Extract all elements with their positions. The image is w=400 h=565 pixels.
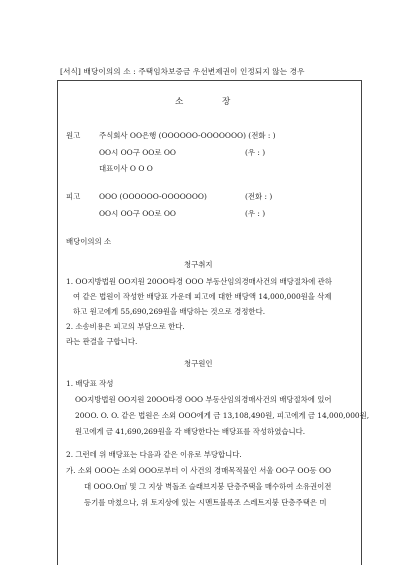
plaintiff-postal: (우 : ) [245,148,266,157]
cause-line: 대 OOO.O㎡ 및 그 지상 벽돌조 슬래브지붕 단층주택을 매수하여 소유권이전 [84,482,332,491]
cause-line: 2. 그런데 위 배당표는 다음과 같은 이유로 부당합니다. [66,450,242,459]
defendant-postal: (우 : ) [245,209,266,218]
doc-title-right: 장 [222,97,231,107]
cause-heading: 청구원인 [184,359,213,368]
form-caption: [서식] 배당이의의 소 : 주택임차보증금 우선변제권이 인정되지 않는 경우 [60,67,305,76]
claim-heading: 청구취지 [184,260,213,269]
plaintiff-address: OO시 OO구 OO로 OO [99,148,176,157]
claim-line: 1. OO지방법원 OO지원 20OO타경 OOO 부동산임의경매사건의 배당절차에 관하 [66,277,332,286]
cause-line: 1. 배당표 작성 [66,379,114,388]
claim-line: 라는 판결을 구합니다. [66,337,138,346]
defendant-label: 피고 [66,192,81,201]
plaintiff-representative: 대표이사 O O O [99,164,153,173]
defendant-name: OOO (OOOOOO-OOOOOOO) [99,192,207,201]
cause-line: 원고에게 금 41,690,269원을 각 배당한다는 배당표를 작성하였습니다. [75,427,306,436]
claim-line: 하고 원고에게 55,690,269원을 배당하는 것으로 경정한다. [73,307,266,316]
claim-line: 여 같은 법원이 작성한 배당표 가운데 피고에 대한 배당액 14,000,000원을 삭제 [73,292,332,301]
defendant-phone: (전화 : ) [245,192,273,201]
cause-line: 20OO. O. O. 같은 법원은 소외 OOO에게 금 13,108,490원, 피고에게 금 14,000,000원, [75,411,370,420]
claim-line: 2. 소송비용은 피고의 부담으로 한다. [66,322,185,331]
plaintiff-line1: 주식회사 OO은행 (OOOOOO-OOOOOOO) (전화 : ) [99,131,276,140]
case-name: 배당이의의 소 [66,237,112,246]
cause-line: 등기를 마쳤으나, 위 토지상에 있는 시멘트블록조 스레트지붕 단층주택은 미 [84,498,327,507]
cause-line: OO지방법원 OO지원 20OO타경 OOO 부동산임의경매사건의 배당절차에 있어 [75,395,332,404]
defendant-address: OO시 OO구 OO로 OO [99,209,176,218]
plaintiff-label: 원고 [66,131,81,140]
cause-line: 가. 소외 OOO는 소외 OOO로부터 이 사건의 경매목적물인 서울 OO구 OO동 OO [66,466,332,475]
doc-title-left: 소 [175,97,184,107]
